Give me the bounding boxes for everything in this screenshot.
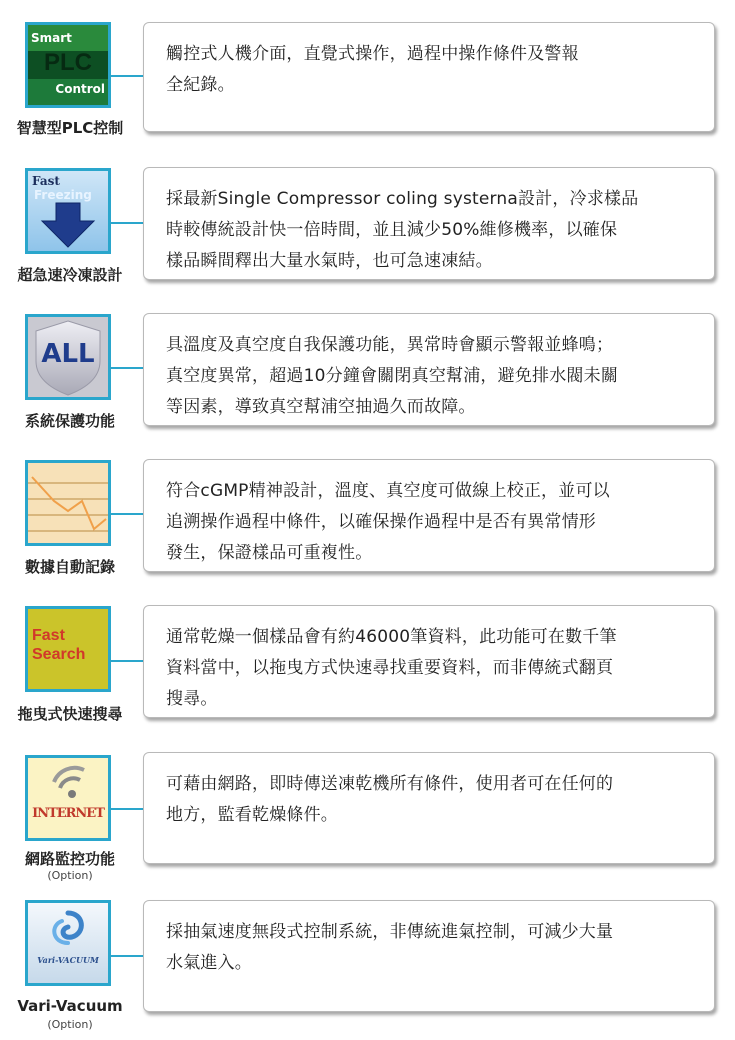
plc-icon-text-smart: Smart xyxy=(31,31,72,45)
fast-search-icon xyxy=(25,606,111,692)
vari-vacuum-icon-text: Vari-VACUUM xyxy=(37,955,99,965)
freezing-icon-text-freezing: Freezing xyxy=(34,188,92,202)
connector-line xyxy=(110,367,143,369)
all-shield-icon xyxy=(25,314,111,400)
feature-label-protection: 系統保護功能 xyxy=(24,412,115,430)
connector-line xyxy=(110,808,143,810)
feature-card-search xyxy=(143,605,715,718)
plc-icon-text-control: Control xyxy=(55,82,105,96)
feature-card-data xyxy=(143,459,715,572)
feature-label-search: 拖曳式快速搜尋 xyxy=(17,705,123,723)
feature-option-vari-vacuum: (Option) xyxy=(47,1018,93,1031)
feature-card-freezing xyxy=(143,167,715,280)
feature-card-internet xyxy=(143,752,715,864)
plc-icon-text-plc: PLC xyxy=(44,49,92,76)
swirl-icon xyxy=(28,903,108,983)
plc-control-icon xyxy=(25,22,111,108)
feature-description-data: 符合cGMP精神設計，溫度、真空度可做線上校正，並可以 追溯操作過程中條件，以確保操作過程中是否有異常情形 發生，保證樣品可重複性。 xyxy=(166,481,610,563)
shield-icon-text-all: ALL xyxy=(41,339,95,369)
connector-line xyxy=(110,955,143,957)
freezing-icon-text-fast: Fast xyxy=(32,174,60,188)
connector-line xyxy=(110,222,143,224)
feature-card-vari-vacuum xyxy=(143,900,715,1012)
data-chart-icon xyxy=(25,460,111,546)
search-icon-text-search: Search xyxy=(32,646,86,663)
connector-line xyxy=(110,513,143,515)
connector-line xyxy=(110,75,143,77)
search-icon-text-fast: Fast xyxy=(32,627,65,644)
feature-label-plc: 智慧型PLC控制 xyxy=(16,119,124,137)
feature-label-data: 數據自動記錄 xyxy=(24,558,115,576)
feature-option-internet: (Option) xyxy=(47,869,93,882)
feature-label-vari-vacuum: Vari-Vacuum xyxy=(17,997,123,1015)
feature-description-protection: 具溫度及真空度自我保護功能，異常時會顯示警報並蜂鳴； 真空度異常，超過10分鐘會關閉真空幫浦，避免排水閥未關 等因素，導致真空幫浦空抽過久而故障。 xyxy=(166,335,619,417)
feature-label-internet: 網路監控功能 xyxy=(24,850,115,868)
feature-description-vari-vacuum: 採抽氣速度無段式控制系統，非傳統進氣控制，可減少大量 水氣進入。 xyxy=(166,922,614,973)
feature-description-search: 通常乾燥一個樣品會有約46000筆資料，此功能可在數千筆 資料當中，以拖曳方式快速尋找重要資料，而非傳統式翻頁 搜尋。 xyxy=(166,627,617,709)
vari-vacuum-icon xyxy=(25,900,111,986)
trend-line-icon xyxy=(28,463,108,543)
down-arrow-icon xyxy=(28,171,108,251)
wifi-signal-icon xyxy=(28,758,108,838)
internet-icon-text: INTERNET xyxy=(32,806,104,821)
fast-freezing-icon xyxy=(25,168,111,254)
internet-icon xyxy=(25,755,111,841)
connector-line xyxy=(110,660,143,662)
feature-label-freezing: 超急速冷凍設計 xyxy=(17,266,123,284)
feature-card-plc xyxy=(143,22,715,132)
feature-description-plc: 觸控式人機介面，直覺式操作，過程中操作條件及警報 全紀錄。 xyxy=(166,44,579,95)
feature-description-freezing: 採最新Single Compressor coling systerna設計，冷求樣品 時較傳統設計快一倍時間，並且減少50%維修機率，以確保 樣品瞬間釋出大量水氣時，也可急速凍結。 xyxy=(166,189,639,271)
feature-card-protection xyxy=(143,313,715,426)
feature-description-internet: 可藉由網路，即時傳送凍乾機所有條件，使用者可在任何的 地方，監看乾燥條件。 xyxy=(166,774,614,825)
